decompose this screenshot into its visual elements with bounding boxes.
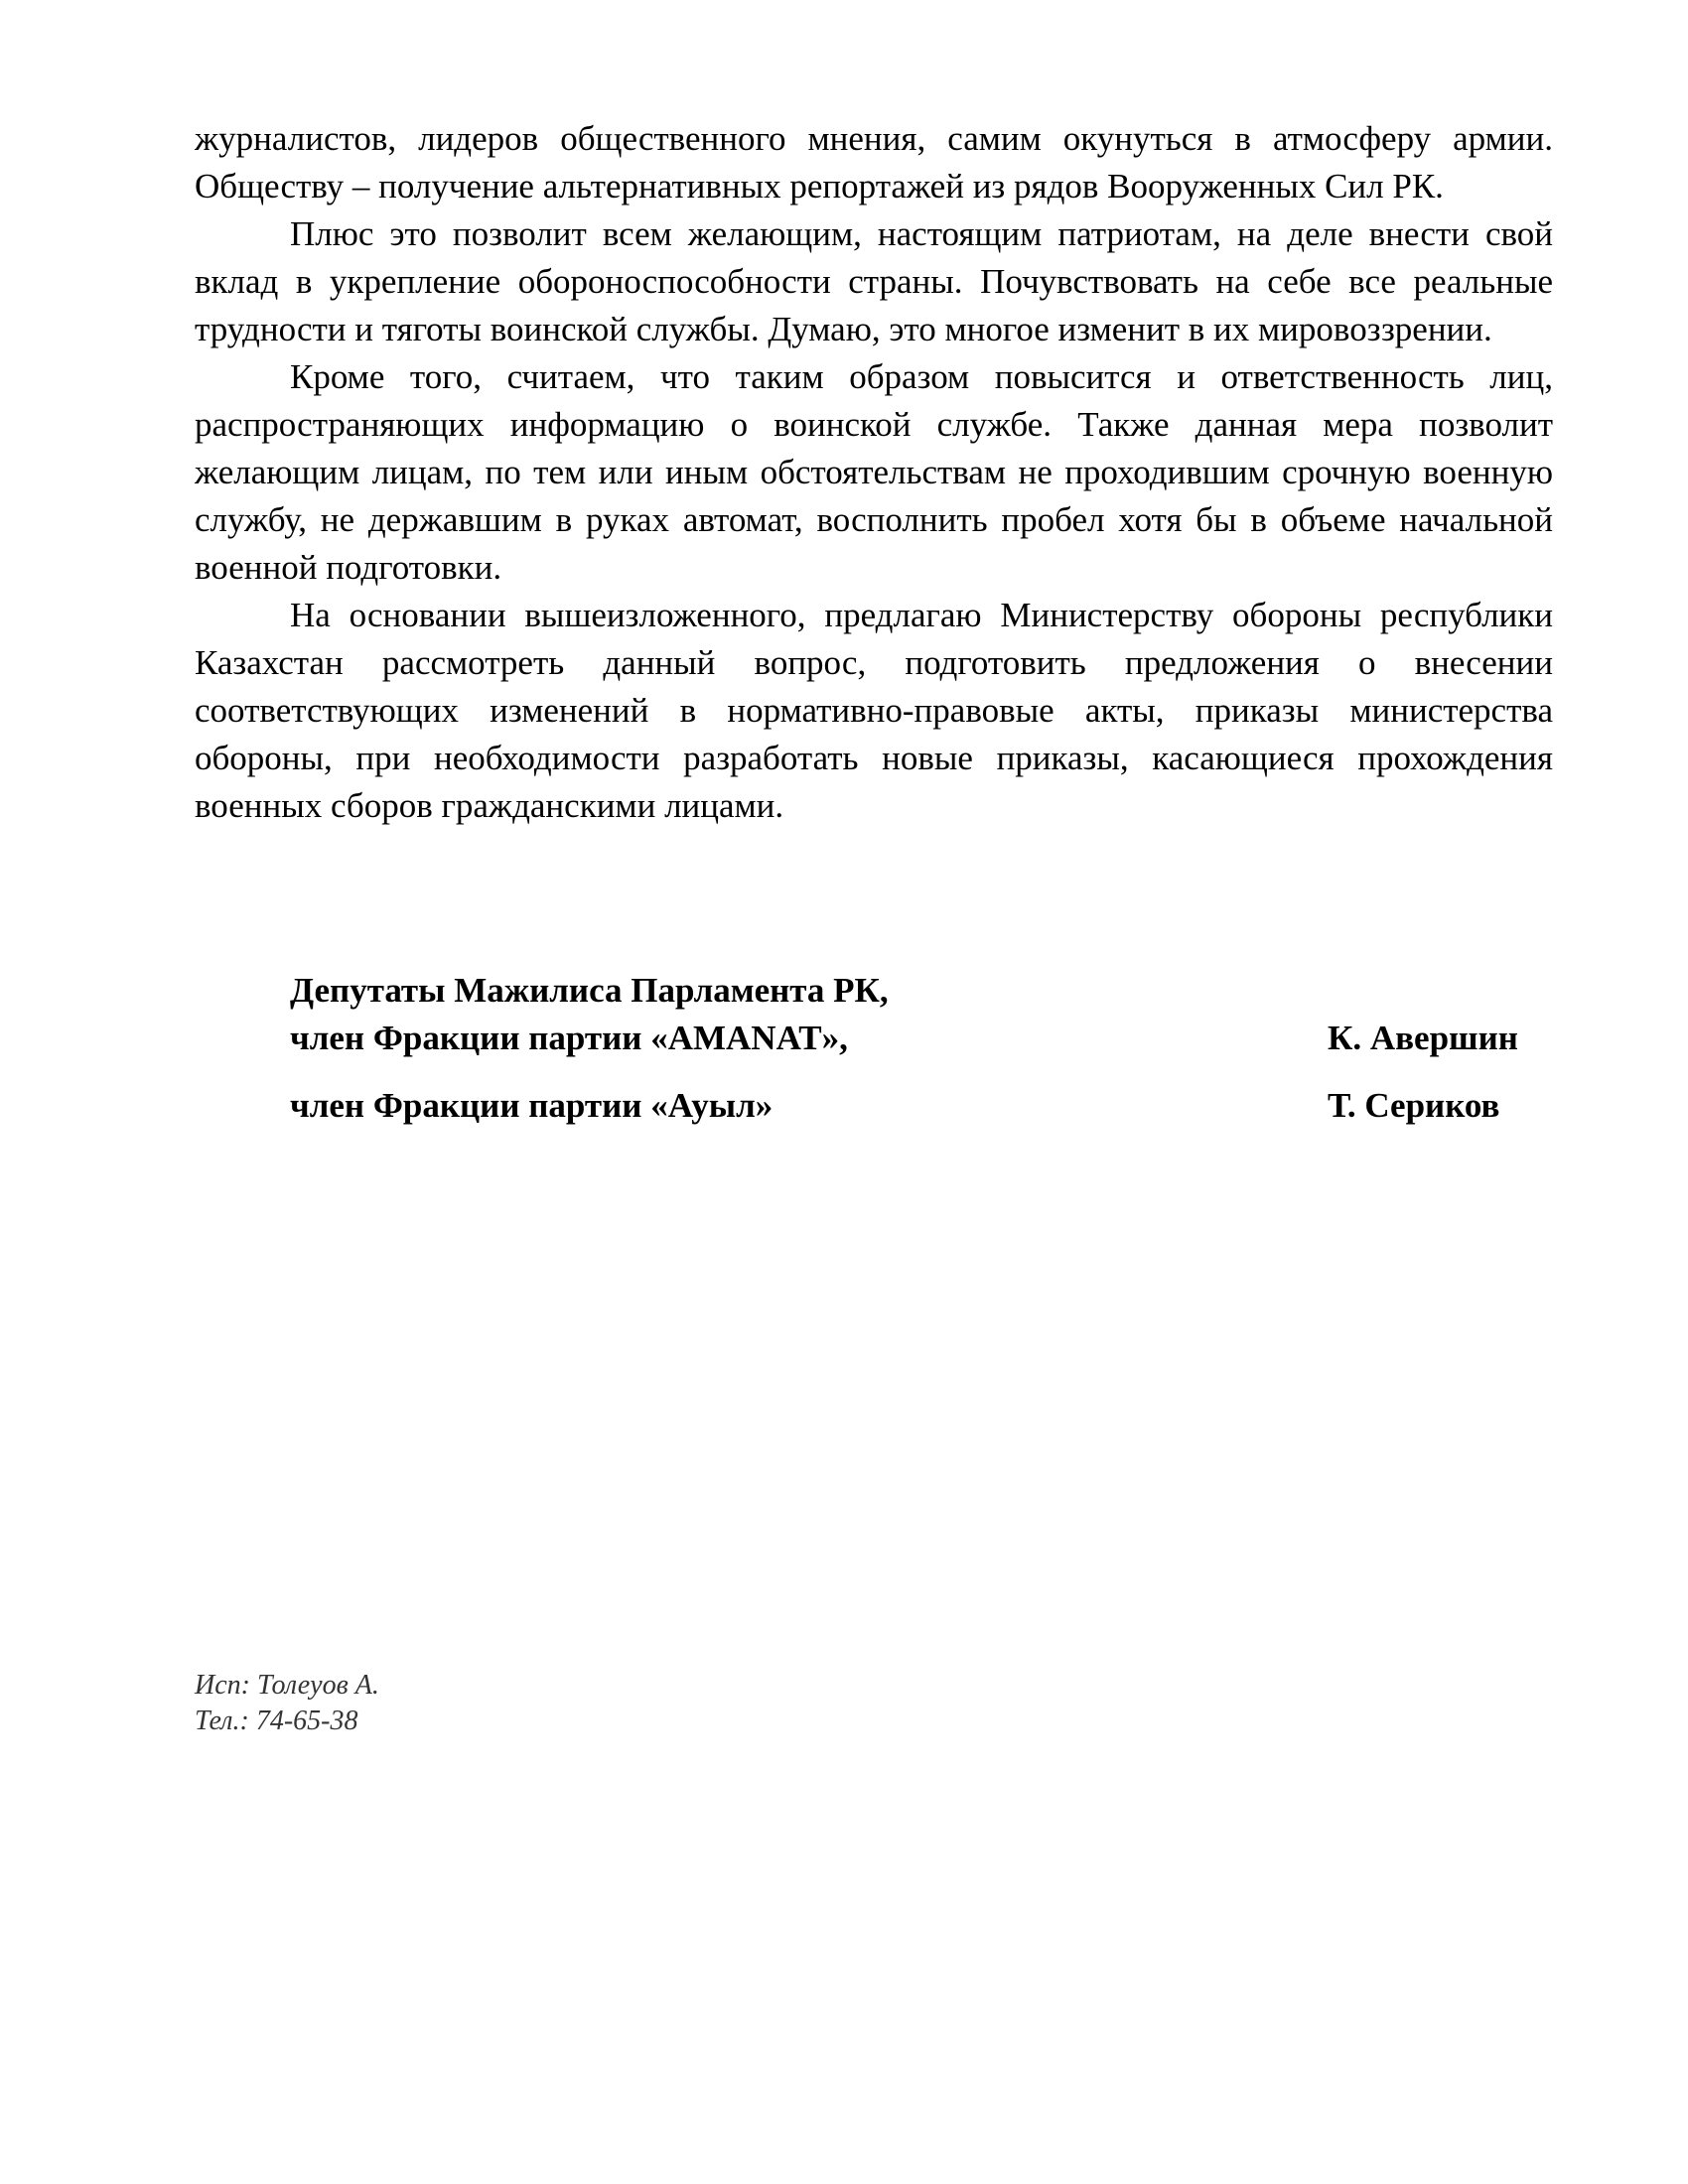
executor-name: Исп: Толеуов А. bbox=[195, 1670, 379, 1701]
signer-role-1: член Фракции партии «AMANAT», bbox=[290, 1019, 848, 1057]
executor-info bbox=[195, 1668, 379, 1739]
letter-body bbox=[195, 115, 1553, 830]
signature-block bbox=[290, 967, 1541, 1130]
paragraph-3: Кроме того, считаем, что таким образом повысится и ответственность лиц, распространяющих информацию о воинской службе. Также данная мера позволит желающим лицам, по тем или иным обстоятельствам не проходившим срочную военную службу, не державшим в руках автомат, восполнить пробел хотя бы в объеме начальной военной подготовки. bbox=[195, 357, 1553, 587]
signer-name-2: Т. Сериков bbox=[1328, 1086, 1500, 1125]
signature-heading: Депутаты Мажилиса Парламента РК, bbox=[290, 971, 889, 1010]
signature-heading-row bbox=[290, 967, 1541, 1015]
paragraph-2: Плюс это позволит всем желающим, настоящим патриотам, на деле внести свой вклад в укрепление обороноспособности страны. Почувствовать на себе все реальные трудности и тяготы воинской службы. Думаю, это многое изменит в их мировоззрении. bbox=[195, 214, 1553, 348]
signer-name-1: К. Авершин bbox=[1328, 1019, 1518, 1057]
signature-row-1 bbox=[290, 1015, 1541, 1062]
executor-phone: Тел.: 74-65-38 bbox=[195, 1706, 358, 1736]
signer-role-2: член Фракции партии «Ауыл» bbox=[290, 1086, 774, 1125]
paragraph-4: На основании вышеизложенного, предлагаю Министерству обороны республики Казахстан рассмотреть данный вопрос, подготовить предложения о внесении соответствующих изменений в нормативно-правовые акты, приказы министерства обороны, при необходимости разработать новые приказы, касающиеся прохождения военных сборов гражданскими лицами. bbox=[195, 596, 1553, 825]
signature-row-2 bbox=[290, 1082, 1541, 1130]
paragraph-1: журналистов, лидеров общественного мнения, самим окунуться в атмосферу армии. Обществу – получение альтернативных репортажей из рядов Вооруженных Сил РК. bbox=[195, 119, 1553, 205]
